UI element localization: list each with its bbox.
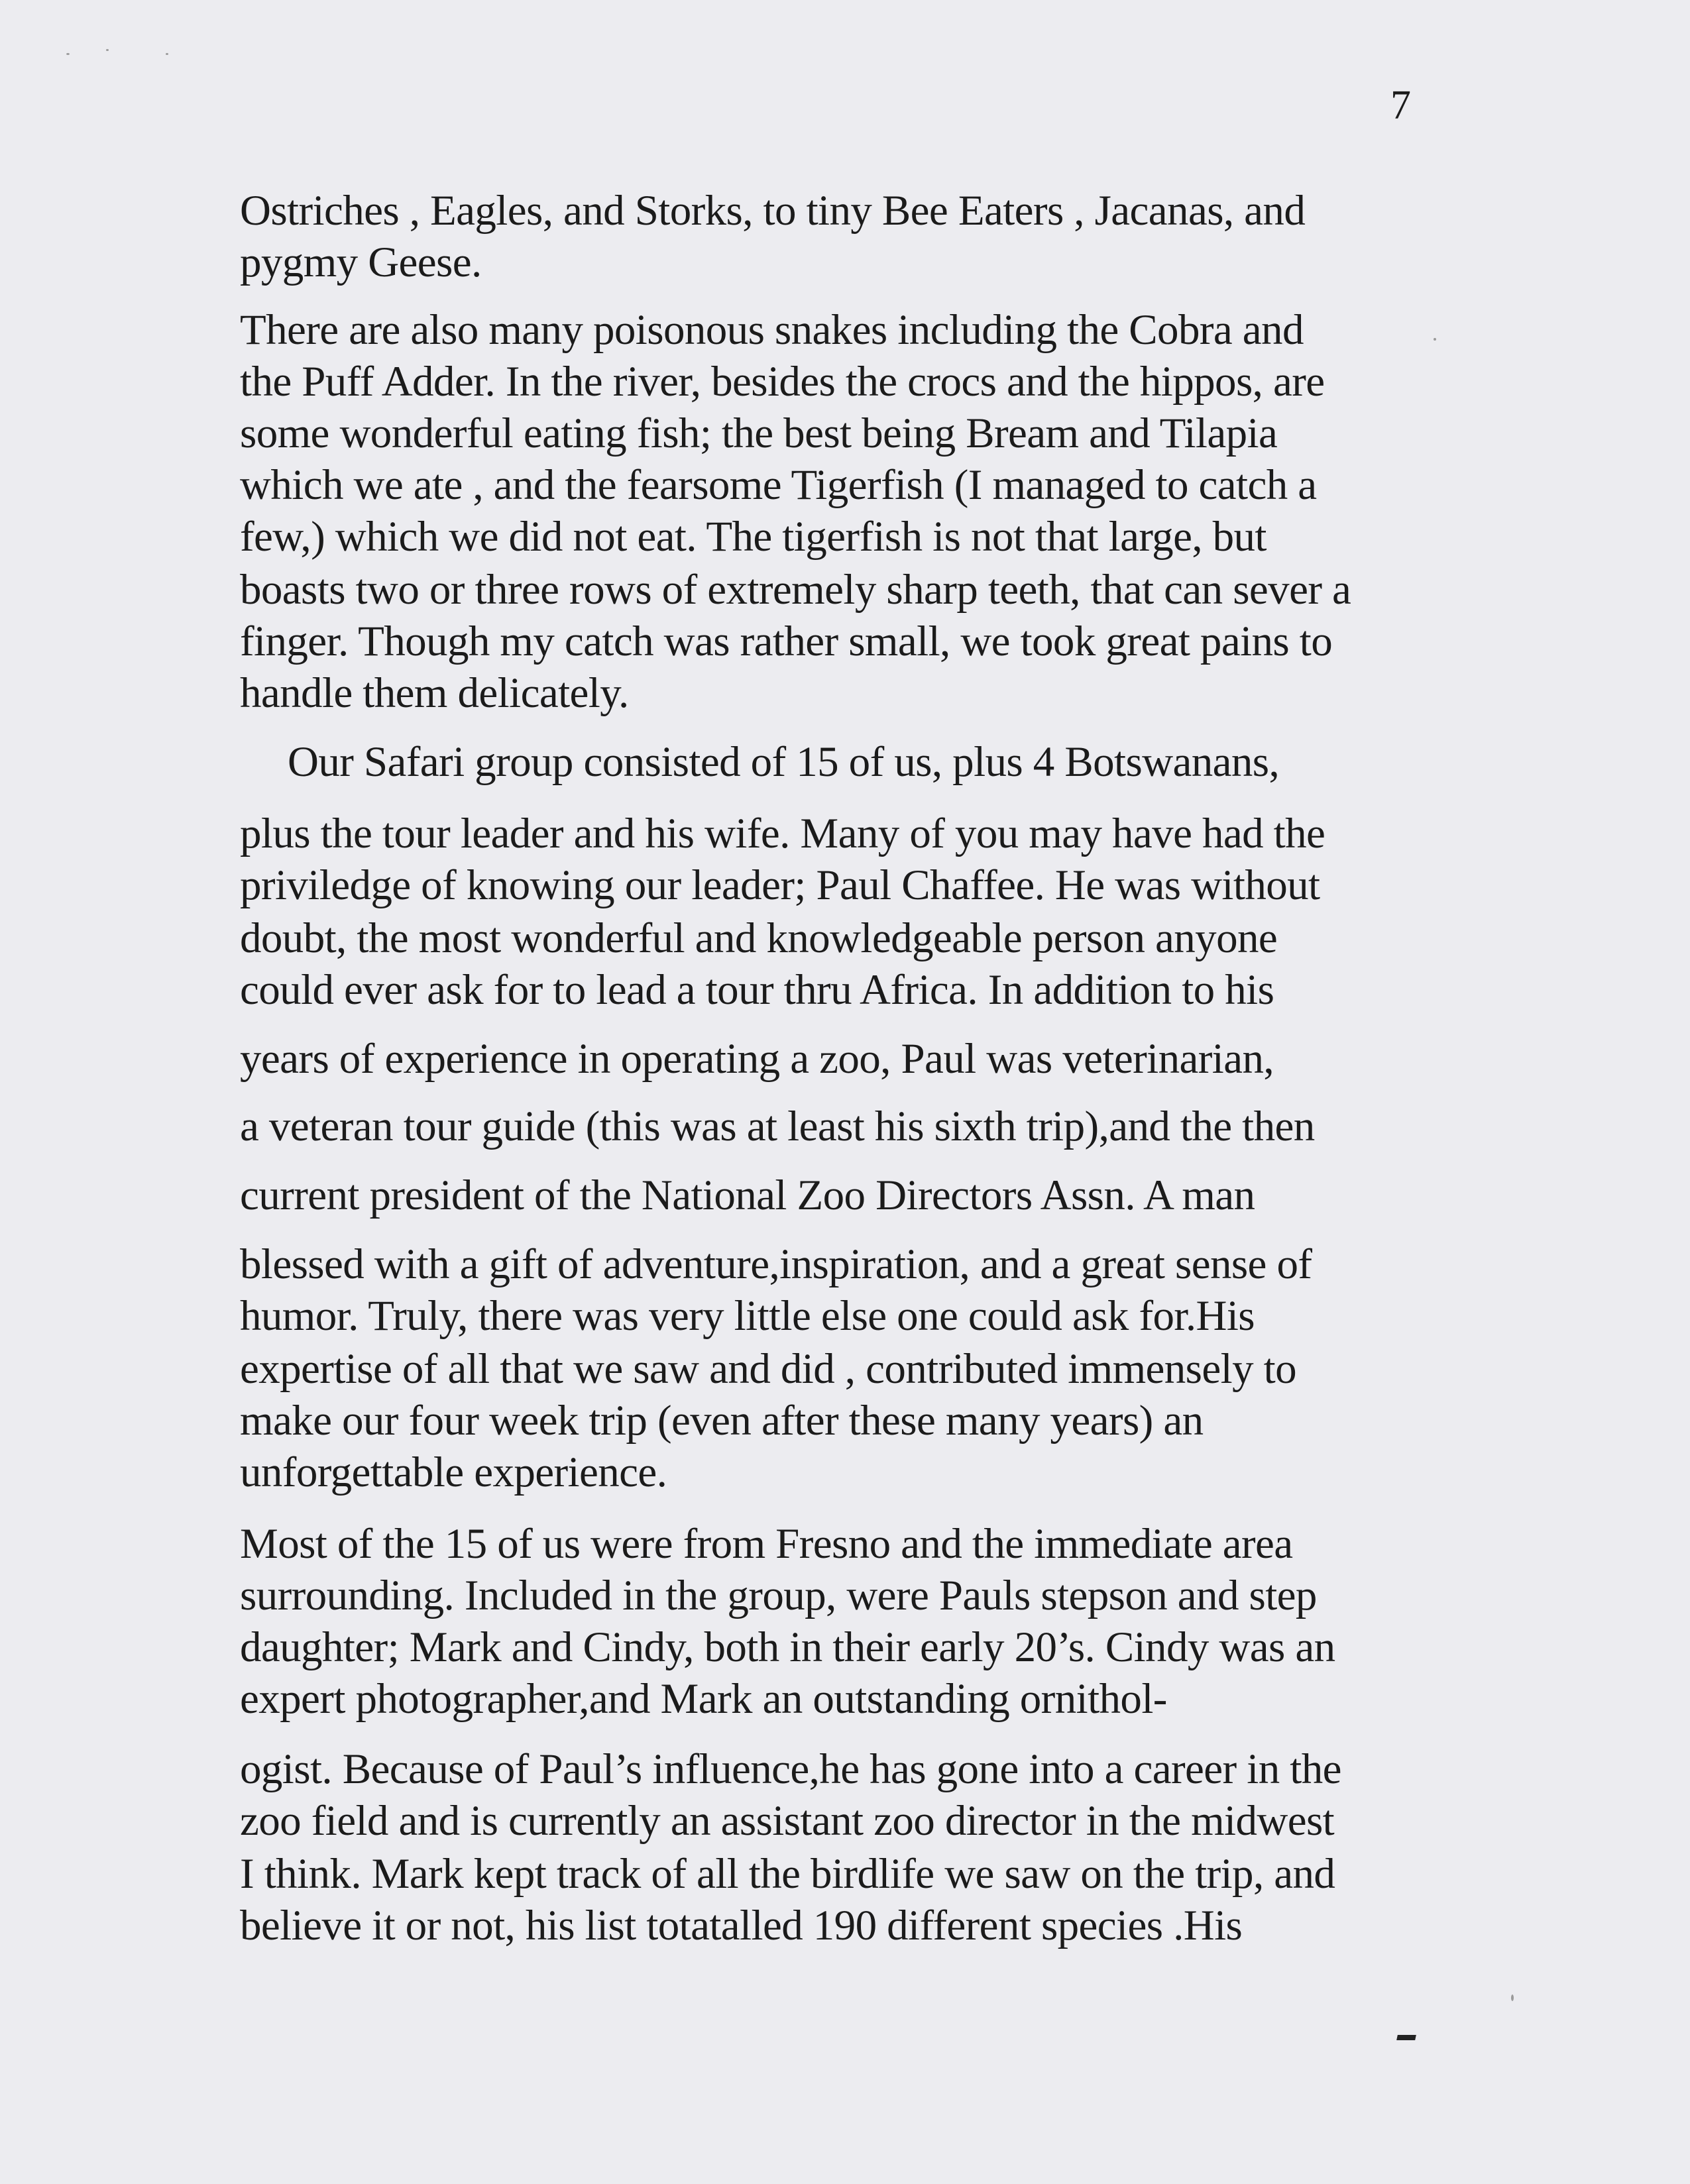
- text-line: Most of the 15 of us were from Fresno and the immediate area: [240, 1520, 1293, 1568]
- text-line: expert photographer,and Mark an outstanding ornithol-: [240, 1675, 1167, 1723]
- text-line: Ostriches , Eagles, and Storks, to tiny Bee Eaters , Jacanas, and: [240, 187, 1306, 235]
- text-line: pygmy Geese.: [240, 239, 482, 286]
- text-line: current president of the National Zoo Directors Assn. A man: [240, 1172, 1255, 1219]
- text-line: the Puff Adder. In the river, besides the crocs and the hippos, are: [240, 358, 1325, 406]
- scan-speck: [106, 49, 109, 51]
- text-line: blessed with a gift of adventure,inspiration, and a great sense of: [240, 1240, 1312, 1288]
- text-line: zoo field and is currently an assistant zoo director in the midwest: [240, 1797, 1335, 1845]
- text-line: could ever ask for to lead a tour thru Africa. In addition to his: [240, 966, 1274, 1014]
- text-line: some wonderful eating fish; the best being Bream and Tilapia: [240, 410, 1278, 457]
- text-line: believe it or not, his list totatalled 190 different species .His: [240, 1902, 1243, 1949]
- scan-speck: [1434, 338, 1436, 341]
- text-line: I think. Mark kept track of all the birdlife we saw on the trip, and: [240, 1850, 1335, 1898]
- text-line: There are also many poisonous snakes including the Cobra and: [240, 306, 1304, 354]
- scan-speck: [166, 53, 168, 55]
- scan-speck: [66, 53, 70, 55]
- scan-mark: [1396, 2035, 1416, 2040]
- text-line: which we ate , and the fearsome Tigerfish (I managed to catch a: [240, 461, 1317, 509]
- scan-speck: [1511, 1994, 1514, 2001]
- text-line: handle them delicately.: [240, 669, 629, 717]
- text-line: Our Safari group consisted of 15 of us, plus 4 Botswanans,: [288, 738, 1280, 786]
- text-line: priviledge of knowing our leader; Paul Chaffee. He was without: [240, 861, 1320, 909]
- text-line: expertise of all that we saw and did , contributed immensely to: [240, 1345, 1296, 1393]
- text-line: humor. Truly, there was very little else one could ask for.His: [240, 1292, 1255, 1340]
- text-line: daughter; Mark and Cindy, both in their early 20’s. Cindy was an: [240, 1623, 1335, 1671]
- text-line: ogist. Because of Paul’s influence,he has gone into a career in the: [240, 1745, 1341, 1793]
- text-line: make our four week trip (even after these many years) an: [240, 1397, 1204, 1445]
- text-line: surrounding. Included in the group, were Pauls stepson and step: [240, 1572, 1317, 1619]
- text-line: unforgettable experience.: [240, 1448, 667, 1496]
- text-line: few,) which we did not eat. The tigerfish is not that large, but: [240, 513, 1267, 561]
- text-line: doubt, the most wonderful and knowledgeable person anyone: [240, 914, 1278, 962]
- text-line: a veteran tour guide (this was at least his sixth trip),and the then: [240, 1103, 1315, 1150]
- page-number: 7: [1390, 83, 1411, 128]
- text-line: plus the tour leader and his wife. Many of you may have had the: [240, 810, 1325, 857]
- text-line: years of experience in operating a zoo, Paul was veterinarian,: [240, 1035, 1274, 1083]
- text-line: boasts two or three rows of extremely sharp teeth, that can sever a: [240, 566, 1351, 614]
- text-line: finger. Though my catch was rather small, we took great pains to: [240, 618, 1333, 665]
